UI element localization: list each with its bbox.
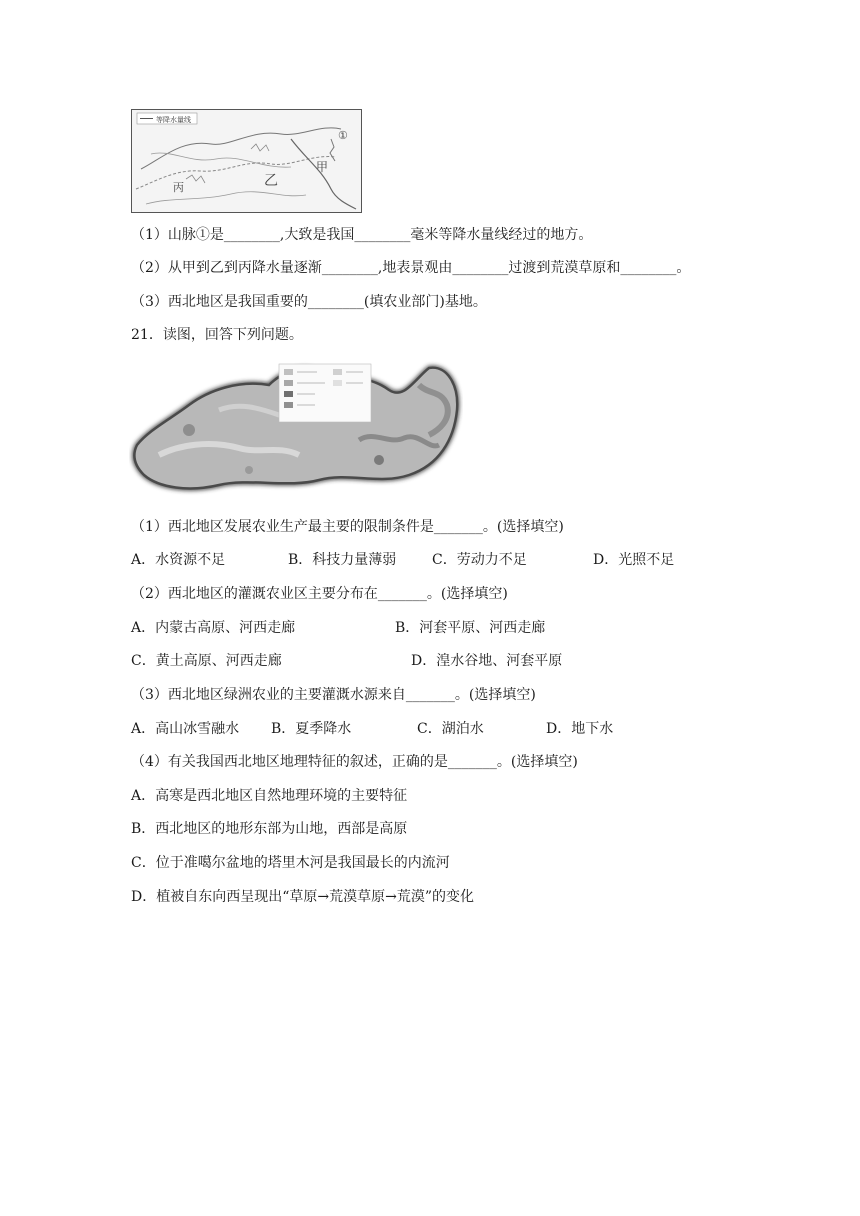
map-label-mountain: ① bbox=[338, 129, 348, 142]
precipitation-map bbox=[131, 109, 362, 213]
q21-2-option-b: B．河套平原、河西走廊 bbox=[395, 620, 546, 636]
q20-part1: （1）山脉①是________,大致是我国________毫米等降水量线经过的地方。 bbox=[131, 227, 593, 243]
map-label-jia: 甲 bbox=[316, 160, 329, 174]
q21-title: 21．读图，回答下列问题。 bbox=[131, 327, 303, 343]
q21-4-option-c: C．位于准噶尔盆地的塔里木河是我国最长的内流河 bbox=[131, 855, 450, 871]
q21-1-option-d: D．光照不足 bbox=[593, 552, 675, 568]
q21-1-stem: （1）西北地区发展农业生产最主要的限制条件是_______。(选择填空) bbox=[131, 519, 564, 535]
q20-part3: （3）西北地区是我国重要的________(填农业部门)基地。 bbox=[131, 294, 487, 310]
q21-1-option-a: A．水资源不足 bbox=[131, 552, 226, 568]
q21-4-option-b: B．西北地区的地形东部为山地，西部是高原 bbox=[131, 821, 408, 837]
q21-4-option-a: A．高寒是西北地区自然地理环境的主要特征 bbox=[131, 788, 408, 804]
q21-3-stem: （3）西北地区绿洲农业的主要灌溉水源来自_______。(选择填空) bbox=[131, 687, 536, 703]
q21-4-option-d: D．植被自东向西呈现出“草原→荒漠草原→荒漠”的变化 bbox=[131, 889, 474, 905]
q21-2-option-d: D．湟水谷地、河套平原 bbox=[411, 653, 563, 669]
q21-3-option-a: A．高山冰雪融水 bbox=[131, 721, 240, 737]
q21-1-option-c: C．劳动力不足 bbox=[432, 552, 527, 568]
q20-part2: （2）从甲到乙到丙降水量逐渐________,地表景观由________过渡到荒漠草原和________。 bbox=[131, 260, 691, 276]
q21-4-stem: （4）有关我国西北地区地理特征的叙述，正确的是_______。(选择填空) bbox=[131, 754, 578, 770]
q21-3-option-b: B．夏季降水 bbox=[271, 721, 352, 737]
agriculture-map bbox=[129, 360, 463, 497]
q21-3-option-d: D．地下水 bbox=[546, 721, 614, 737]
map-label-bing: 丙 bbox=[173, 181, 184, 194]
q21-2-stem: （2）西北地区的灌溉农业区主要分布在_______。(选择填空) bbox=[131, 586, 508, 602]
map-label-yi: 乙 bbox=[264, 173, 278, 189]
map-legend-label: 等降水量线 bbox=[156, 116, 191, 124]
q21-1-option-b: B．科技力量薄弱 bbox=[288, 552, 397, 568]
q21-3-option-c: C．湖泊水 bbox=[417, 721, 484, 737]
q21-2-option-c: C．黄土高原、河西走廊 bbox=[131, 653, 282, 669]
q21-2-option-a: A．内蒙古高原、河西走廊 bbox=[131, 620, 296, 636]
